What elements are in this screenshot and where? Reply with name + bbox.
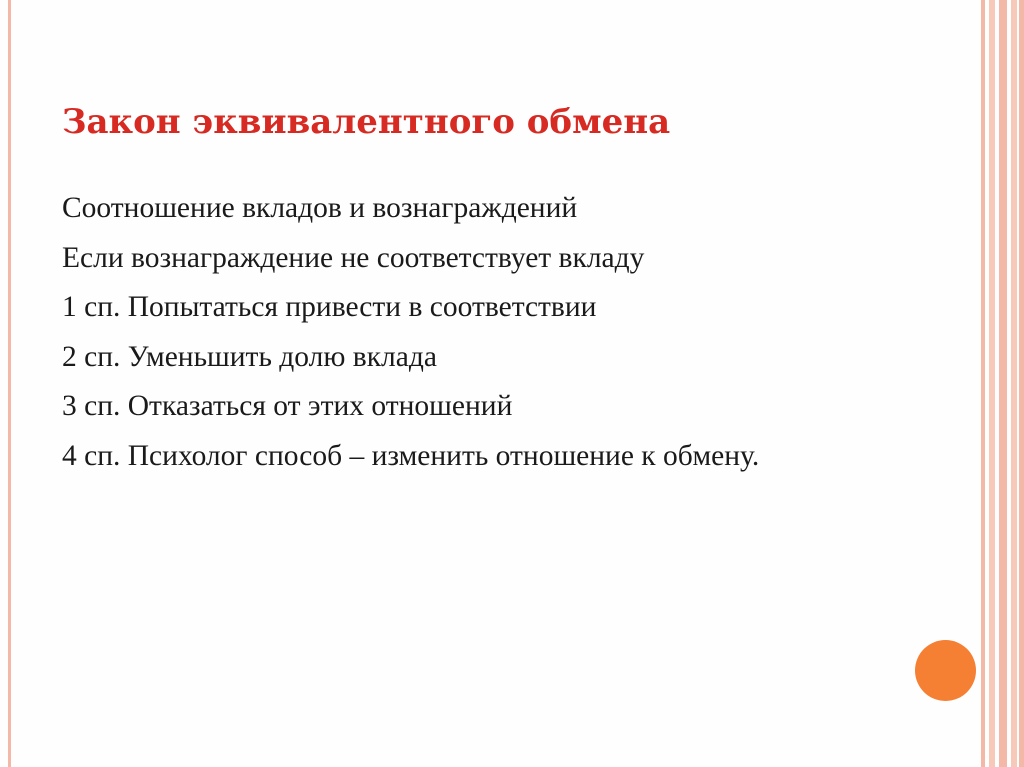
right-decor-stripe (1019, 0, 1024, 767)
slide-title: Закон эквивалентного обмена (62, 102, 671, 142)
right-decor-stripe (999, 0, 1007, 767)
right-decor-stripe (1011, 0, 1017, 767)
content-line-4: 2 сп. Уменьшить долю вклада (62, 340, 437, 373)
content-line-2: Если вознаграждение не соответствует вкладу (62, 241, 645, 274)
left-border-line (8, 0, 11, 767)
content-line-3: 1 сп. Попытаться привести в соответствии (62, 291, 597, 323)
right-decor-stripe (989, 0, 995, 767)
content-line-1: Соотношение вкладов и вознаграждений (62, 192, 578, 224)
content-line-6: 4 сп. Психолог способ – изменить отношение к обмену. (62, 439, 760, 472)
slide-content-list (62, 184, 759, 481)
right-decor-stripe (981, 0, 985, 767)
content-line-5: 3 сп. Отказаться от этих отношений (62, 390, 513, 422)
decorative-orange-circle (915, 640, 976, 701)
